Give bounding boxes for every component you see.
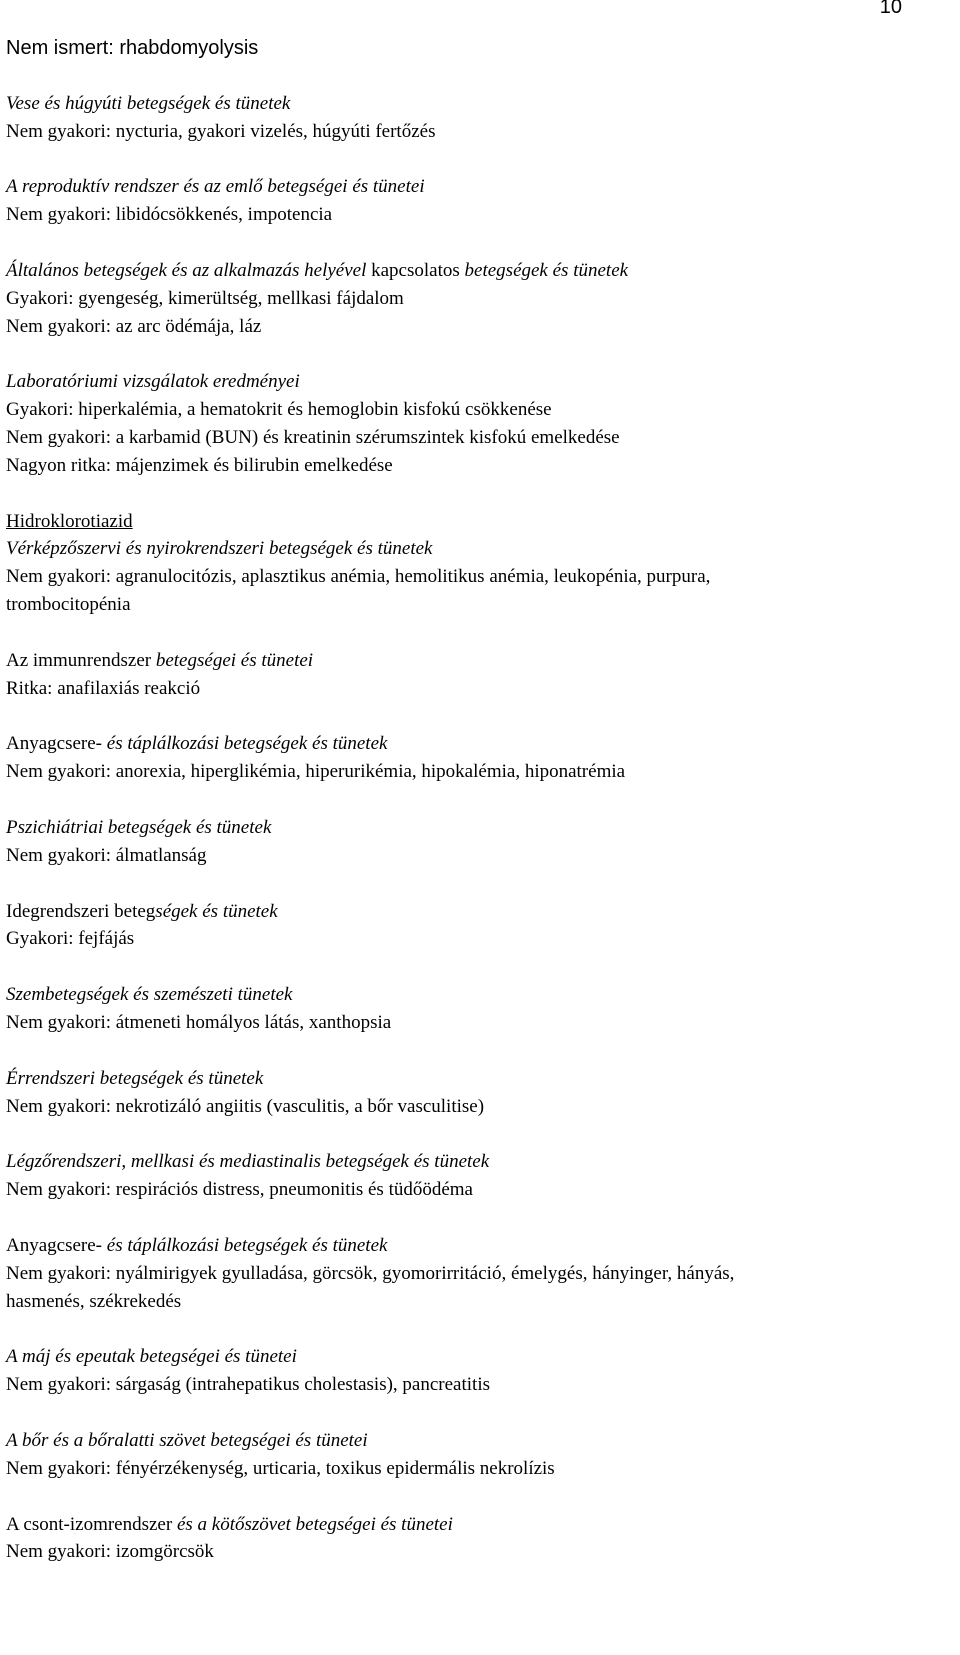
section-heading [6,260,628,282]
heading-segment: és táplálkozási betegségek és tünetek [106,1235,388,1256]
section-heading [6,650,313,672]
heading-segment: A reproduktív rendszer és az emlő betegségei és tünetei [6,176,425,198]
section-line: Nem gyakori: izomgörcsök [6,1541,214,1563]
section-heading [6,93,290,115]
section-heading [6,371,300,393]
page-number: 10 [879,0,902,18]
heading-segment: A csont-izomrendszer [6,1513,177,1535]
section-line: trombocitopénia [6,594,131,615]
heading-segment: betegségek és tünetek [464,260,629,281]
section-line: Nem gyakori: fényérzékenység, urticaria, toxikus epidermális nekrolízis [6,1457,555,1479]
section-line: Ritka: anafilaxiás reakció [6,677,201,699]
heading-segment: Érrendszeri betegségek és tünetek [6,1067,264,1089]
heading-segment: Laboratóriumi vizsgálatok eredményei [6,371,300,393]
section-heading [6,733,387,755]
heading-segment: Légzőrendszeri, mellkasi és mediastinalis betegségek és tünetek [6,1151,490,1173]
section-line: Nem gyakori: agranulocitózis, aplasztikus anémia, hemolitikus anémia, leukopénia, purpura, [6,566,711,588]
section-heading [6,1430,368,1452]
section-line: hasmenés, székrekedés [6,1290,182,1312]
heading-segment: Általános betegségek és az alkalmazás helyével [6,260,372,281]
intro-line: Nem ismert: rhabdomyolysis [6,37,259,59]
heading-segment: Anyagcsere- [6,1235,107,1256]
section-line: Nem gyakori: átmeneti homályos látás, xanthopsia [6,1012,392,1033]
section-line: Nem gyakori: a karbamid (BUN) és kreatinin szérumszintek kisfokú emelkedése [6,427,620,448]
section-heading [6,984,292,1006]
heading-segment: betegségei és tünetei [155,649,314,671]
heading-segment: Anyagcsere- [6,733,107,755]
heading-segment: Vese és húgyúti betegségek és tünetek [6,92,291,114]
heading-segment: Szembetegségek és szemészeti tünetek [6,984,293,1006]
section-line: Nem gyakori: nekrotizáló angiitis (vasculitis, a bőr vasculitise) [6,1095,485,1117]
heading-segment: és táplálkozási betegségek és tünetek [106,733,388,755]
heading-segment: és a kötőszövet betegségei és tünetei [176,1513,453,1535]
section-line: Gyakori: gyengeség, kimerültség, mellkasi fájdalom [6,287,404,309]
section-line: Nem gyakori: sárgaság (intrahepatikus cholestasis), pancreatitis [6,1374,490,1396]
section-line: Nem gyakori: respirációs distress, pneumonitis és tüdőödéma [6,1179,473,1201]
heading-segment: ségek és tünetek [155,900,278,922]
section-line: Gyakori: fejfájás [6,928,135,950]
section-line: Nem gyakori: az arc ödémája, láz [6,315,262,337]
section-heading [6,901,278,923]
section-heading [6,1346,297,1368]
section-line: Nagyon ritka: májenzimek és bilirubin emelkedése [6,454,393,476]
heading-segment: A bőr és a bőralatti szövet betegségei és tünetei [6,1430,368,1451]
heading-segment: kapcsolatos [371,260,465,281]
section-heading [6,176,425,198]
section-heading [6,538,432,560]
section-line: Nem gyakori: anorexia, hiperglikémia, hiperurikémia, hipokalémia, hiponatrémia [6,761,626,783]
section-line: Nem gyakori: nyálmirigyek gyulladása, görcsök, gyomorirritáció, émelygés, hányinger, hányás, [6,1262,735,1284]
section-heading [6,817,271,839]
heading-segment: Idegrendszeri beteg [6,900,156,922]
section-line: Gyakori: hiperkalémia, a hematokrit és hemoglobin kisfokú csökkenése [6,399,552,421]
drug-heading: Hidroklorotiazid [6,510,133,532]
section-line: Nem gyakori: álmatlanság [6,844,207,866]
section-heading [6,1151,489,1173]
heading-segment: Pszichiátriai betegségek és tünetek [6,817,272,838]
section-line: Nem gyakori: libidócsökkenés, impotencia [6,204,333,226]
section-heading [6,1068,263,1090]
heading-segment: A máj és epeutak betegségei és tünetei [6,1346,297,1368]
heading-segment: Vérképzőszervi és nyirokrendszeri betegségek és tünetek [6,538,433,560]
heading-segment: Az immunrendszer [6,649,156,671]
section-heading [6,1514,453,1536]
section-heading [6,1235,387,1257]
section-line: Nem gyakori: nycturia, gyakori vizelés, húgyúti fertőzés [6,120,436,142]
